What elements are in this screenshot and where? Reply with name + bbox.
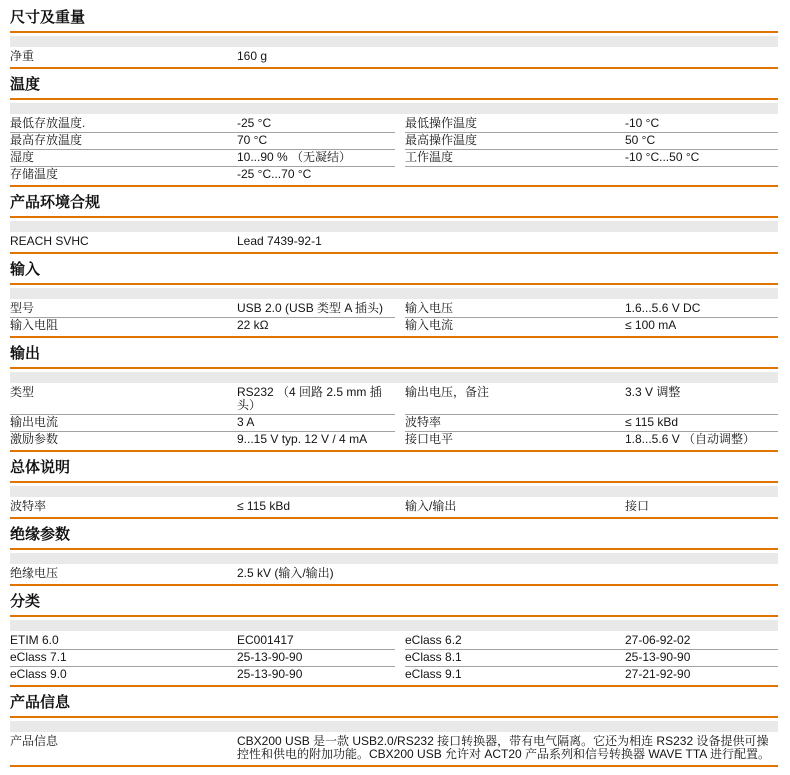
spec-table: [10, 499, 778, 515]
row-label: 输出电流: [10, 415, 237, 432]
section-divider-line: [10, 716, 778, 718]
row-label: [405, 234, 625, 250]
spec-row: [10, 150, 778, 167]
section-end-line: [10, 765, 778, 767]
row-value: ≤ 115 kBd: [625, 415, 778, 432]
section-spacer-bar: [10, 288, 778, 299]
spec-table: [10, 734, 778, 763]
section-divider-line: [10, 216, 778, 218]
row-value: [625, 167, 778, 184]
column-gap: [395, 499, 405, 515]
row-value: 27-06-92-02: [625, 633, 778, 650]
row-label: 类型: [10, 385, 237, 415]
row-value: 2.5 kV (输入/输出): [237, 566, 334, 580]
row-label: 输入电压: [405, 301, 625, 318]
spec-table: [10, 49, 778, 65]
section-spacer-bar: [10, 721, 778, 732]
row-label: eClass 7.1: [10, 650, 237, 667]
section-spacer-bar: [10, 36, 778, 47]
spec-section: [10, 2, 778, 69]
column-gap: [395, 415, 405, 432]
column-gap: [395, 234, 405, 250]
row-value: ≤ 115 kBd: [237, 499, 291, 513]
spec-sheet: [10, 2, 778, 767]
column-gap: [395, 667, 405, 684]
spec-row: [10, 566, 778, 582]
row-value: 25-13-90-90: [237, 650, 395, 667]
row-label: eClass 6.2: [405, 633, 625, 650]
section-spacer-bar: [10, 372, 778, 383]
row-value: -10 °C: [625, 116, 778, 133]
spec-row: [10, 633, 778, 650]
section-title: 总体说明: [10, 459, 71, 476]
spec-table: [10, 633, 778, 683]
spec-table: [10, 385, 778, 448]
row-value: [625, 49, 778, 65]
row-value: ≤ 100 mA: [625, 318, 677, 332]
row-label: eClass 9.0: [10, 667, 67, 681]
row-value: 3 A: [237, 415, 395, 432]
section-divider-line: [10, 481, 778, 483]
spec-section: [10, 338, 778, 452]
column-gap: [395, 167, 405, 184]
row-label: REACH SVHC: [10, 234, 89, 248]
spec-section: [10, 254, 778, 338]
row-label: 输入电阻: [10, 318, 59, 332]
row-label: 最低操作温度: [405, 116, 625, 133]
spec-row: [10, 432, 778, 449]
spec-section: [10, 187, 778, 254]
row-value: [625, 234, 778, 250]
row-value: 10...90 % （无凝结）: [237, 150, 395, 167]
row-value: -25 °C: [237, 116, 395, 133]
section-spacer-bar: [10, 553, 778, 564]
row-label: 湿度: [10, 150, 237, 167]
row-value: EC001417: [237, 633, 395, 650]
column-gap: [395, 385, 405, 415]
row-label: 净重: [10, 49, 35, 63]
section-title: 输入: [10, 261, 41, 278]
section-spacer-bar: [10, 486, 778, 497]
section-spacer-bar: [10, 221, 778, 232]
section-divider-line: [10, 31, 778, 33]
column-gap: [395, 318, 405, 335]
section-divider-line: [10, 367, 778, 369]
spec-section: [10, 519, 778, 586]
row-label: 产品信息: [10, 734, 59, 748]
row-value: 160 g: [237, 49, 268, 63]
column-gap: [395, 150, 405, 167]
row-label: [405, 167, 625, 184]
row-label: 输出电压，备注: [405, 385, 625, 415]
spec-row: [10, 116, 778, 133]
spec-row: [10, 301, 778, 318]
row-value: USB 2.0 (USB 类型 A 插头): [237, 301, 395, 318]
section-title: 输出: [10, 345, 41, 362]
row-value: -10 °C...50 °C: [625, 150, 778, 167]
row-label: 绝缘电压: [10, 566, 59, 580]
spec-section: [10, 452, 778, 519]
row-value: [625, 566, 778, 582]
row-value: 27-21-92-90: [625, 667, 691, 681]
row-value: 22 kΩ: [237, 318, 269, 332]
row-label: 最低存放温度.: [10, 116, 237, 133]
section-divider-line: [10, 98, 778, 100]
spec-row: [10, 650, 778, 667]
section-title: 温度: [10, 76, 41, 93]
section-title: 产品环境合规: [10, 194, 101, 211]
row-label: 工作温度: [405, 150, 625, 167]
spec-row: [10, 499, 778, 515]
section-title: 绝缘参数: [10, 526, 71, 543]
row-label: 输入电流: [405, 318, 454, 332]
row-value: 接口: [625, 499, 650, 513]
spec-table: [10, 301, 778, 334]
row-label: [405, 566, 625, 582]
row-value: Lead 7439-92-1: [237, 234, 322, 248]
row-value: 3.3 V 调整: [625, 385, 778, 415]
row-label: [405, 49, 625, 65]
section-title: 分类: [10, 593, 41, 610]
section-divider-line: [10, 615, 778, 617]
column-gap: [395, 650, 405, 667]
column-gap: [395, 133, 405, 150]
row-label: 激励参数: [10, 432, 59, 446]
spec-row: [10, 167, 778, 184]
spec-row: [10, 667, 778, 684]
section-title: 产品信息: [10, 694, 71, 711]
column-gap: [395, 432, 405, 449]
row-label: 最高操作温度: [405, 133, 625, 150]
row-value: 25-13-90-90: [237, 667, 303, 681]
spec-row: [10, 49, 778, 65]
row-value: 50 °C: [625, 133, 778, 150]
section-spacer-bar: [10, 103, 778, 114]
row-label: eClass 8.1: [405, 650, 625, 667]
spec-row: [10, 234, 778, 250]
row-label: 接口电平: [405, 432, 454, 446]
column-gap: [395, 633, 405, 650]
row-value: 1.8...5.6 V （自动调整）: [625, 432, 756, 446]
spec-section: [10, 687, 778, 767]
row-value: RS232 （4 回路 2.5 mm 插头）: [237, 385, 395, 415]
column-gap: [395, 49, 405, 65]
row-label: 输入/输出: [405, 499, 457, 513]
column-gap: [395, 116, 405, 133]
section-divider-line: [10, 548, 778, 550]
spec-row: [10, 415, 778, 432]
row-label: ETIM 6.0: [10, 633, 237, 650]
row-label: 型号: [10, 301, 237, 318]
spec-row: [10, 734, 778, 763]
row-label: 最高存放温度: [10, 133, 237, 150]
spec-table: [10, 566, 778, 582]
spec-row: [10, 385, 778, 415]
row-value: 1.6...5.6 V DC: [625, 301, 778, 318]
spec-row: [10, 133, 778, 150]
spec-table: [10, 234, 778, 250]
section-divider-line: [10, 283, 778, 285]
row-value: -25 °C...70 °C: [237, 167, 312, 181]
section-spacer-bar: [10, 620, 778, 631]
row-label: 波特率: [10, 499, 47, 513]
row-label: eClass 9.1: [405, 667, 462, 681]
spec-section: [10, 586, 778, 687]
row-value: 70 °C: [237, 133, 395, 150]
section-title: 尺寸及重量: [10, 9, 86, 26]
row-label: 存储温度: [10, 167, 59, 181]
spec-row: [10, 318, 778, 335]
spec-section: [10, 69, 778, 187]
row-value: 25-13-90-90: [625, 650, 778, 667]
row-value: 9...15 V typ. 12 V / 4 mA: [237, 432, 368, 446]
column-gap: [395, 301, 405, 318]
column-gap: [395, 566, 405, 582]
row-value: CBX200 USB 是一款 USB2.0/RS232 接口转换器，带有电气隔离。它还为相连 RS232 设备提供可操控性和供电的附加功能。CBX200 USB 允许对 ACT20 产品系列和信号转换器 WAVE TTA 进行配置。: [237, 734, 770, 761]
row-label: 波特率: [405, 415, 625, 432]
spec-table: [10, 116, 778, 183]
